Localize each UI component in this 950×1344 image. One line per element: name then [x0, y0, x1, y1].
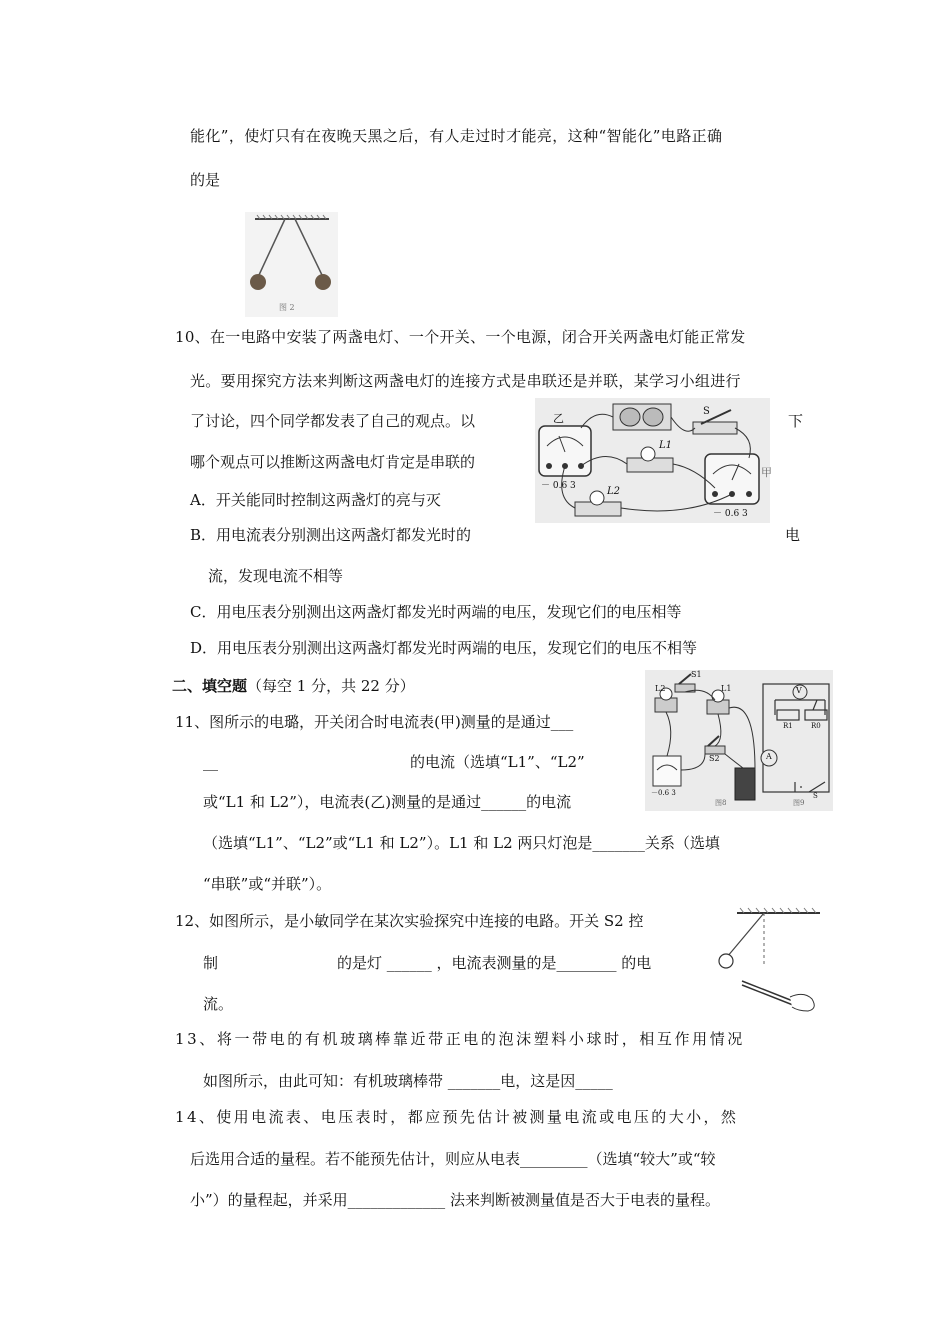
label-s1: S1: [691, 670, 702, 679]
label-r1: R1: [783, 722, 793, 730]
question-10-line: 10、在一电路中安装了两盏电灯、一个开关、一个电源，闭合开关两盏电灯能正常发: [175, 328, 746, 346]
label-v: V: [796, 686, 802, 695]
text-line: （选填“L1”、“L2”或“L1 和 L2”）。L1 和 L2 两只灯泡是_______关系（选填: [203, 834, 720, 852]
charged-rod-figure: [712, 905, 824, 1015]
text-line: 或“L1 和 L2”），电流表(乙)测量的是通过______的电流: [203, 793, 572, 811]
circuit-meters-figure: [535, 398, 770, 523]
text-line: 的是: [190, 171, 221, 189]
text-line: 能化”，使灯只有在夜晚天黑之后，有人走过时才能亮，这种“智能化”电路正确: [190, 127, 723, 145]
section-title: 二、填空题: [172, 677, 248, 695]
figure-caption: 图8: [715, 799, 727, 807]
text-line: 光。要用探究方法来判断这两盏电灯的连接方式是串联还是并联，某学习小组进行: [190, 372, 741, 390]
label-a: A: [766, 752, 772, 761]
option-b-cont: 电: [785, 526, 801, 544]
option-a: A．开关能同时控制这两盏灯的亮与灭: [190, 491, 441, 509]
question-11-line: 11、图所示的电璐，开关闭合时电流表(甲)测量的是通过___: [175, 713, 574, 731]
label-l1: L1: [721, 684, 732, 693]
text-line: 哪个观点可以推断这两盏电灯肯定是串联的: [190, 453, 476, 471]
text-line: 了讨论，四个同学都发表了自己的观点。以: [190, 412, 476, 430]
text-line: 制: [203, 954, 219, 972]
meter-scale: － 0.6 3: [541, 481, 576, 491]
question-12-line: 12、如图所示，是小敏同学在某次实验探究中连接的电路。开关 S2 控: [175, 912, 644, 930]
label-l2: L2: [607, 486, 621, 497]
meter-scale: － 0.6 3: [713, 509, 748, 519]
figure-caption: 图 2: [279, 303, 295, 312]
text-line: 的电流（选填“L1”、“L2”: [410, 753, 585, 771]
figure-caption: 图9: [793, 799, 805, 807]
question-14-line: 14、使用电流表、电压表时，都应预先估计被测量电流或电压的大小，然: [175, 1108, 739, 1126]
text-line: 流。: [203, 995, 234, 1013]
text-line: 下: [788, 412, 804, 430]
label-r0: R0: [811, 722, 821, 730]
option-c: C．用电压表分别测出这两盏灯都发光时两端的电压，发现它们的电压相等: [190, 603, 682, 621]
option-b: B．用电流表分别测出这两盏灯都发光时的: [190, 526, 472, 544]
label-s: S: [813, 792, 818, 800]
label-s2: S2: [709, 754, 720, 763]
text-line: 如图所示，由此可知：有机玻璃棒带 _______电，这是因_____: [203, 1072, 613, 1090]
pendulum-figure: [245, 212, 338, 317]
section-heading: [172, 676, 415, 696]
option-b-cont: 流，发现电流不相等: [208, 567, 344, 585]
text-line: 的是灯 ______ ，电流表测量的是________ 的电: [337, 954, 652, 972]
label-s: S: [703, 406, 710, 417]
text-line: “串联”或“并联”）。: [203, 875, 332, 893]
label-l1: L1: [659, 440, 673, 451]
q11-circuit-figure: [645, 670, 833, 811]
label-l2: L2: [655, 684, 666, 693]
label-jia: 甲: [761, 466, 772, 479]
text-line: 后选用合适的量程。若不能预先估计，则应从电表_________（选填“较大”或“较: [190, 1150, 716, 1168]
option-d: D．用电压表分别测出这两盏灯都发光时两端的电压，发现它们的电压不相等: [190, 639, 698, 657]
text-line: __: [203, 753, 218, 771]
meter-scale: －0.6 3: [651, 789, 676, 797]
label-yi: 乙: [553, 412, 564, 425]
question-13-line: 13、将一带电的有机玻璃棒靠近带正电的泡沫塑料小球时，相互作用情况: [175, 1030, 745, 1048]
section-note: （每空 1 分，共 22 分）: [247, 677, 415, 695]
text-line: 小”）的量程起，并采用_____________ 法来判断被测量值是否大于电表的量程。: [190, 1191, 720, 1209]
